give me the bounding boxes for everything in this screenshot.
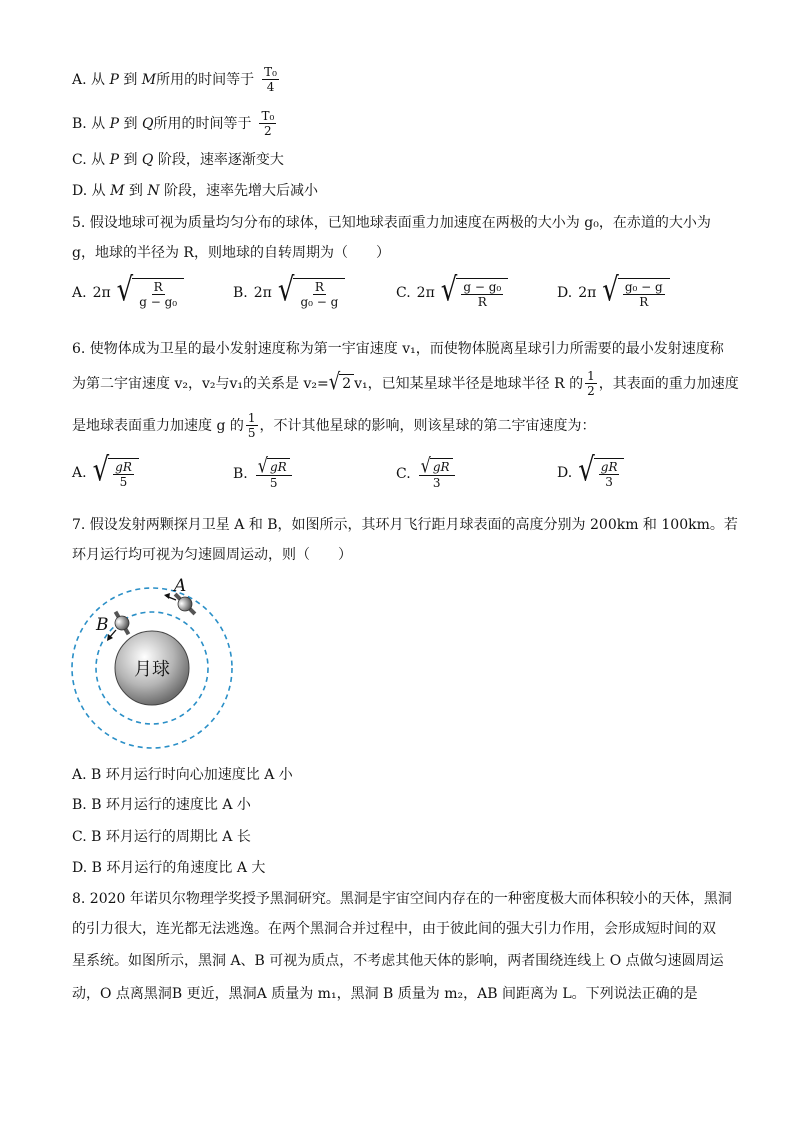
- q5-option-c: C. 2π √ $\frac{\text{g − g₀}}{R}$: [396, 278, 508, 308]
- q5-stem-line1: 5. 假设地球可视为质量均匀分布的球体，已知地球表面重力加速度在两极的大小为 g₀，在赤道的大小为: [72, 215, 711, 231]
- q7-stem-line2: 环月运行均可视为匀速圆周运动，则（ ）: [72, 547, 352, 563]
- q8-stem-line2: 的引力很大，连光都无法逃逸。在两个黑洞合并过程中，由于彼此间的强大引力作用，会形成短时间的双: [72, 921, 716, 937]
- q7-option-c: C. B 环月运行的周期比 A 长: [72, 829, 251, 845]
- label-a: A: [174, 576, 187, 596]
- q6-stem-line2: 为第二宇宙速度 v₂，v₂与v₁的关系是 v₂= √ 2 v₁，已知某星球半径是地球半径 R 的 $\frac{1}{2}$ ，其表面的重力加速度: [72, 369, 739, 398]
- q8-stem-line4: 动，O 点离黑洞B 更近，黑洞A 质量为 m₁，黑洞 B 质量为 m₂，AB 间距离为 L。下列说法正确的是: [72, 986, 698, 1002]
- fraction: $\frac{\text{T₀}}{4}$: [264, 65, 277, 94]
- q5-option-b: B. 2π √ $\frac{R}{\text{g₀ − g}}$: [233, 278, 345, 308]
- q4-option-c: C. 从 P 到 Q 阶段，速率逐渐变大: [72, 152, 284, 168]
- moon-label: 月球: [134, 659, 170, 680]
- label-b: B: [96, 615, 109, 635]
- q5-stem-line2: g，地球的半径为 R，则地球的自转周期为（ ）: [72, 245, 390, 261]
- q4-option-a: A. 从 P 到 M所用的时间等于 $\frac{\text{T₀}}{4}$: [72, 65, 277, 94]
- q6-option-c: C. √ gR 3: [396, 458, 457, 489]
- fraction: $\frac{\text{T₀}}{2}$: [261, 109, 275, 138]
- q7-option-a: A. B 环月运行时向心加速度比 A 小: [72, 767, 293, 783]
- q7-option-b: B. B 环月运行的速度比 A 小: [72, 797, 251, 813]
- q6-option-d: D. √ $\frac{gR}{3}$: [557, 458, 624, 488]
- q5-option-d: D. 2π √ $\frac{\text{g₀ − g}}{R}$: [557, 278, 670, 308]
- q8-stem-line3: 星系统。如图所示，黑洞 A、B 可视为质点，不考虑其他天体的影响，两者围绕连线上 O 点做匀速圆周运: [72, 953, 724, 969]
- q6-stem-line1: 6. 使物体成为卫星的最小发射速度称为第一宇宙速度 v₁，而使物体脱离星球引力所需要的最小发射速度称: [72, 341, 724, 357]
- q5-option-a: A. 2π √ $\frac{R}{\text{g − g₀}}$: [72, 278, 184, 308]
- q8-stem-line1: 8. 2020 年诺贝尔物理学奖授予黑洞研究。黑洞是宇宙空间内存在的一种密度极大而体积较小的天体，黑洞: [72, 891, 732, 907]
- q6-option-a: A. √ $\frac{gR}{5}$: [72, 458, 139, 488]
- q7-option-d: D. B 环月运行的角速度比 A 大: [72, 860, 266, 876]
- q7-stem-line1: 7. 假设发射两颗探月卫星 A 和 B，如图所示，其环月飞行距月球表面的高度分别为 200km 和 100km。若: [72, 517, 738, 533]
- q6-stem-line3: 是地球表面重力加速度 g 的 $\frac{1}{5}$ ，不计其他星球的影响，则该星球的第二宇宙速度为：: [72, 411, 596, 440]
- q4-option-d: D. 从 M 到 N 阶段，速率先增大后减小: [72, 183, 319, 199]
- q4-option-b: B. 从 P 到 Q所用的时间等于 $\frac{\text{T₀}}{2}$: [72, 109, 275, 138]
- q6-option-b: B. √ gR 5: [233, 458, 294, 489]
- orbit-figure: [66, 572, 246, 758]
